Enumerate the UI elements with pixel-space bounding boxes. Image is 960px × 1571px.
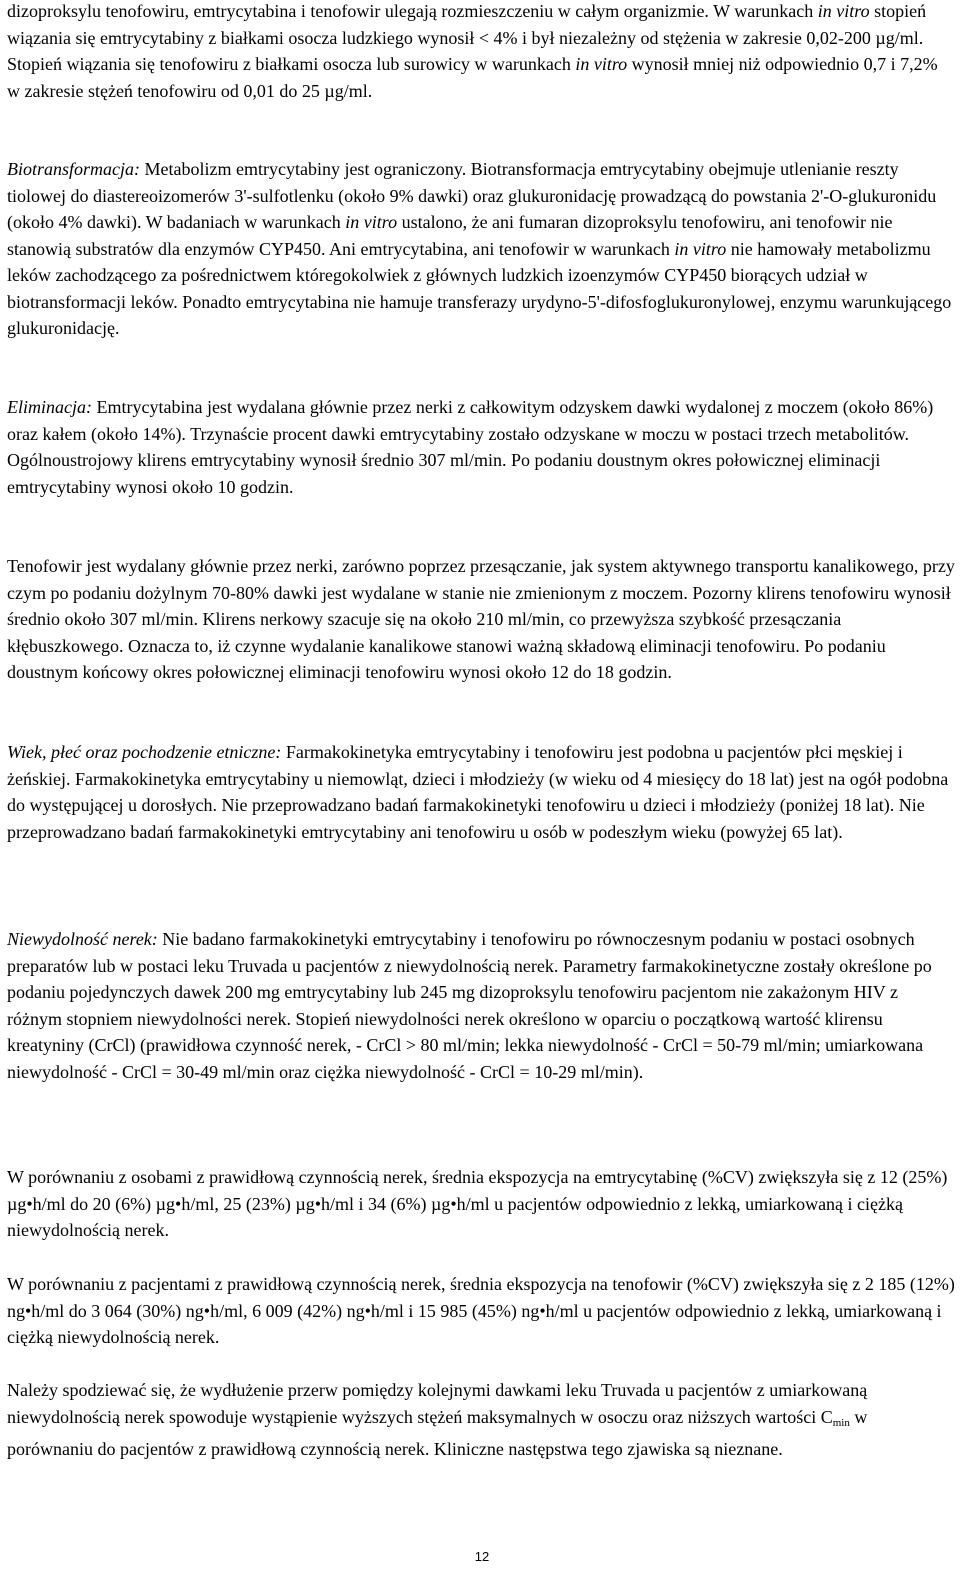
paragraph-text: Nie badano farmakokinetyki emtrycytabiny i tenofowiru po równoczesnym podaniu w postaci osobnych preparatów lub w postaci leku Truvada u pacjentów z niewydolnością nerek. Parametry farmakokinetyczne zostały określone po podaniu pojedynczych dawek 200 mg emtrycytabiny lub 245 mg dizoproksylu tenofowiru pacjentom nie zakażonym HIV z różnym stopniem niewydolności nerek. Stopień niewydolności nerek określono w oparciu o początkową wartość klirensu kreatyniny (CrCl) (prawidłowa czynność nerek, - CrCl > 80 ml/min; lekka niewydolność - CrCl = 50-79 ml/min; umiarkowana niewydolność - CrCl = 30-49 ml/min oraz ciężka niewydolność - CrCl = 10-29 ml/min). [7, 929, 932, 1082]
paragraph-dosing-interval [7, 1377, 955, 1463]
paragraph-text: Farmakokinetyka emtrycytabiny i tenofowiru jest podobna u pacjentów płci męskiej i żeńskiej. Farmakokinetyka emtrycytabiny u niemowląt, dzieci i młodzieży (w wieku od 4 miesięcy do 18 lat) jest na ogół podobna do występującej u dorosłych. Nie przeprowadzano badań farmakokinetyki tenofowiru u dzieci i młodzieży (poniżej 18 lat). Nie przeprowadzano badań farmakokinetyki emtrycytabiny ani tenofowiru u osób w podeszłym wieku (powyżej 65 lat). [7, 742, 949, 842]
italic-term: in vitro [817, 1, 870, 21]
paragraph-text: Należy spodziewać się, że wydłużenie przerw pomiędzy kolejnymi dawkami leku Truvada u pacjentów z umiarkowaną niewydolnością nerek spowoduje wystąpienie wyższych stężeń maksymalnych w osoczu oraz niższych wartości C [7, 1380, 868, 1427]
italic-term: Eliminacja: [7, 397, 92, 417]
italic-term: Niewydolność nerek: [7, 929, 158, 949]
paragraph-emtricitabine-exposure [7, 1164, 955, 1244]
paragraph-text: nie hamowały metabolizmu leków zachodzącego za pośrednictwem któregokolwiek z głównych ludzkich izoenzymów CYP450 biorących udział w biotransformacji leków. Ponadto emtrycytabina nie hamuje transferazy urydyno-5'-difosfoglukuronylowej, enzymu warunkującego glukuronidację. [7, 238, 952, 338]
paragraph-text: Tenofowir jest wydalany głównie przez nerki, zarówno poprzez przesączanie, jak system aktywnego transportu kanalikowego, przy czym po podaniu dożylnym 70-80% dawki jest wydalane w stanie nie zmienionym z moczem. Pozorny klirens tenofowiru wynosił średnio około 307 ml/min. Klirens nerkowy szacuje się na około 210 ml/min, co przewyższa szybkość przesączania kłębuszkowego. Oznacza to, iż czynne wydalanie kanalikowe stanowi ważną składową eliminacji tenofowiru. Po podaniu doustnym końcowy okres połowicznej eliminacji tenofowiru wynosi około 12 do 18 godzin. [7, 556, 955, 682]
paragraph-tenofovir-exposure [7, 1271, 955, 1351]
italic-term: in vitro [345, 212, 398, 232]
subscript-text: min [832, 1416, 850, 1429]
paragraph-text: stopień wiązania się emtrycytabiny z białkami osocza ludzkiego wynosił < 4% i był niezależny od stężenia w zakresie 0,02-200 µg/ml. Stopień wiązania się tenofowiru z białkami osocza lub surowicy w warunkach [7, 1, 927, 74]
paragraph-elimination-tenofovir [7, 553, 955, 686]
italic-term: Biotransformacja: [7, 159, 140, 179]
paragraph-biotransformation [7, 156, 955, 342]
paragraph-text: ustalono, że ani fumaran dizoproksylu tenofowiru, ani tenofowir nie stanowią substratów dla enzymów CYP450. Ani emtrycytabina, ani tenofowir w warunkach [7, 212, 893, 259]
paragraph-text: W porównaniu z osobami z prawidłową czynnością nerek, średnia ekspozycja na emtrycytabinę (%CV) zwiększyła się z 12 (25%) µg•h/ml do 20 (6%) µg•h/ml, 25 (23%) µg•h/ml i 34 (6%) µg•h/ml u pacjentów odpowiednio z lekką, umiarkowaną i ciężką niewydolnością nerek. [7, 1167, 948, 1240]
paragraph-elimination-emtricitabine [7, 394, 955, 500]
paragraph-renal-impairment [7, 926, 955, 1085]
paragraph-text: dizoproksylu tenofowiru, emtrycytabina i tenofowir ulegają rozmieszczeniu w całym organizmie. W warunkach [7, 1, 818, 21]
italic-term: in vitro [575, 54, 628, 74]
paragraph-text: W porównaniu z pacjentami z prawidłową czynnością nerek, średnia ekspozycja na tenofowir (%CV) zwiększyła się z 2 185 (12%) ng•h/ml do 3 064 (30%) ng•h/ml, 6 009 (42%) ng•h/ml i 15 985 (45%) ng•h/ml u pacjentów odpowiednio z lekką, umiarkowaną i ciężką niewydolnością nerek. [7, 1274, 955, 1347]
page-number: 12 [474, 1549, 490, 1564]
italic-term: in vitro [674, 238, 727, 259]
paragraph-distribution [7, 0, 955, 104]
italic-term: Wiek, płeć oraz pochodzenie etniczne: [7, 742, 282, 762]
paragraph-text: w porównaniu do pacjentów z prawidłową czynnością nerek. Kliniczne następstwa tego zjawiska są nieznane. [7, 1406, 868, 1459]
paragraph-age-sex-ethnicity [7, 739, 955, 845]
paragraph-text: wynosił mniej niż odpowiednio 0,7 i 7,2% w zakresie stężeń tenofowiru od 0,01 do 25 µg/ml. [7, 54, 938, 101]
paragraph-text: Emtrycytabina jest wydalana głównie przez nerki z całkowitym odzyskem dawki wydalonej z moczem (około 86%) oraz kałem (około 14%). Trzynaście procent dawki emtrycytabiny zostało odzyskane w moczu w postaci trzech metabolitów. Ogólnoustrojowy klirens emtrycytabiny wynosił średnio 307 ml/min. Po podaniu doustnym okres połowicznej eliminacji emtrycytabiny wynosi około 10 godzin. [7, 397, 934, 497]
paragraph-text: Metabolizm emtrycytabiny jest ograniczony. Biotransformacja emtrycytabiny obejmuje utlenianie reszty tiolowej do diastereoizomerów 3'-sulfotlenku (około 9% dawki) oraz glukuronidację prowadzącą do powstania 2'-O-glukuronidu (około 4% dawki). W badaniach w warunkach [7, 159, 937, 232]
